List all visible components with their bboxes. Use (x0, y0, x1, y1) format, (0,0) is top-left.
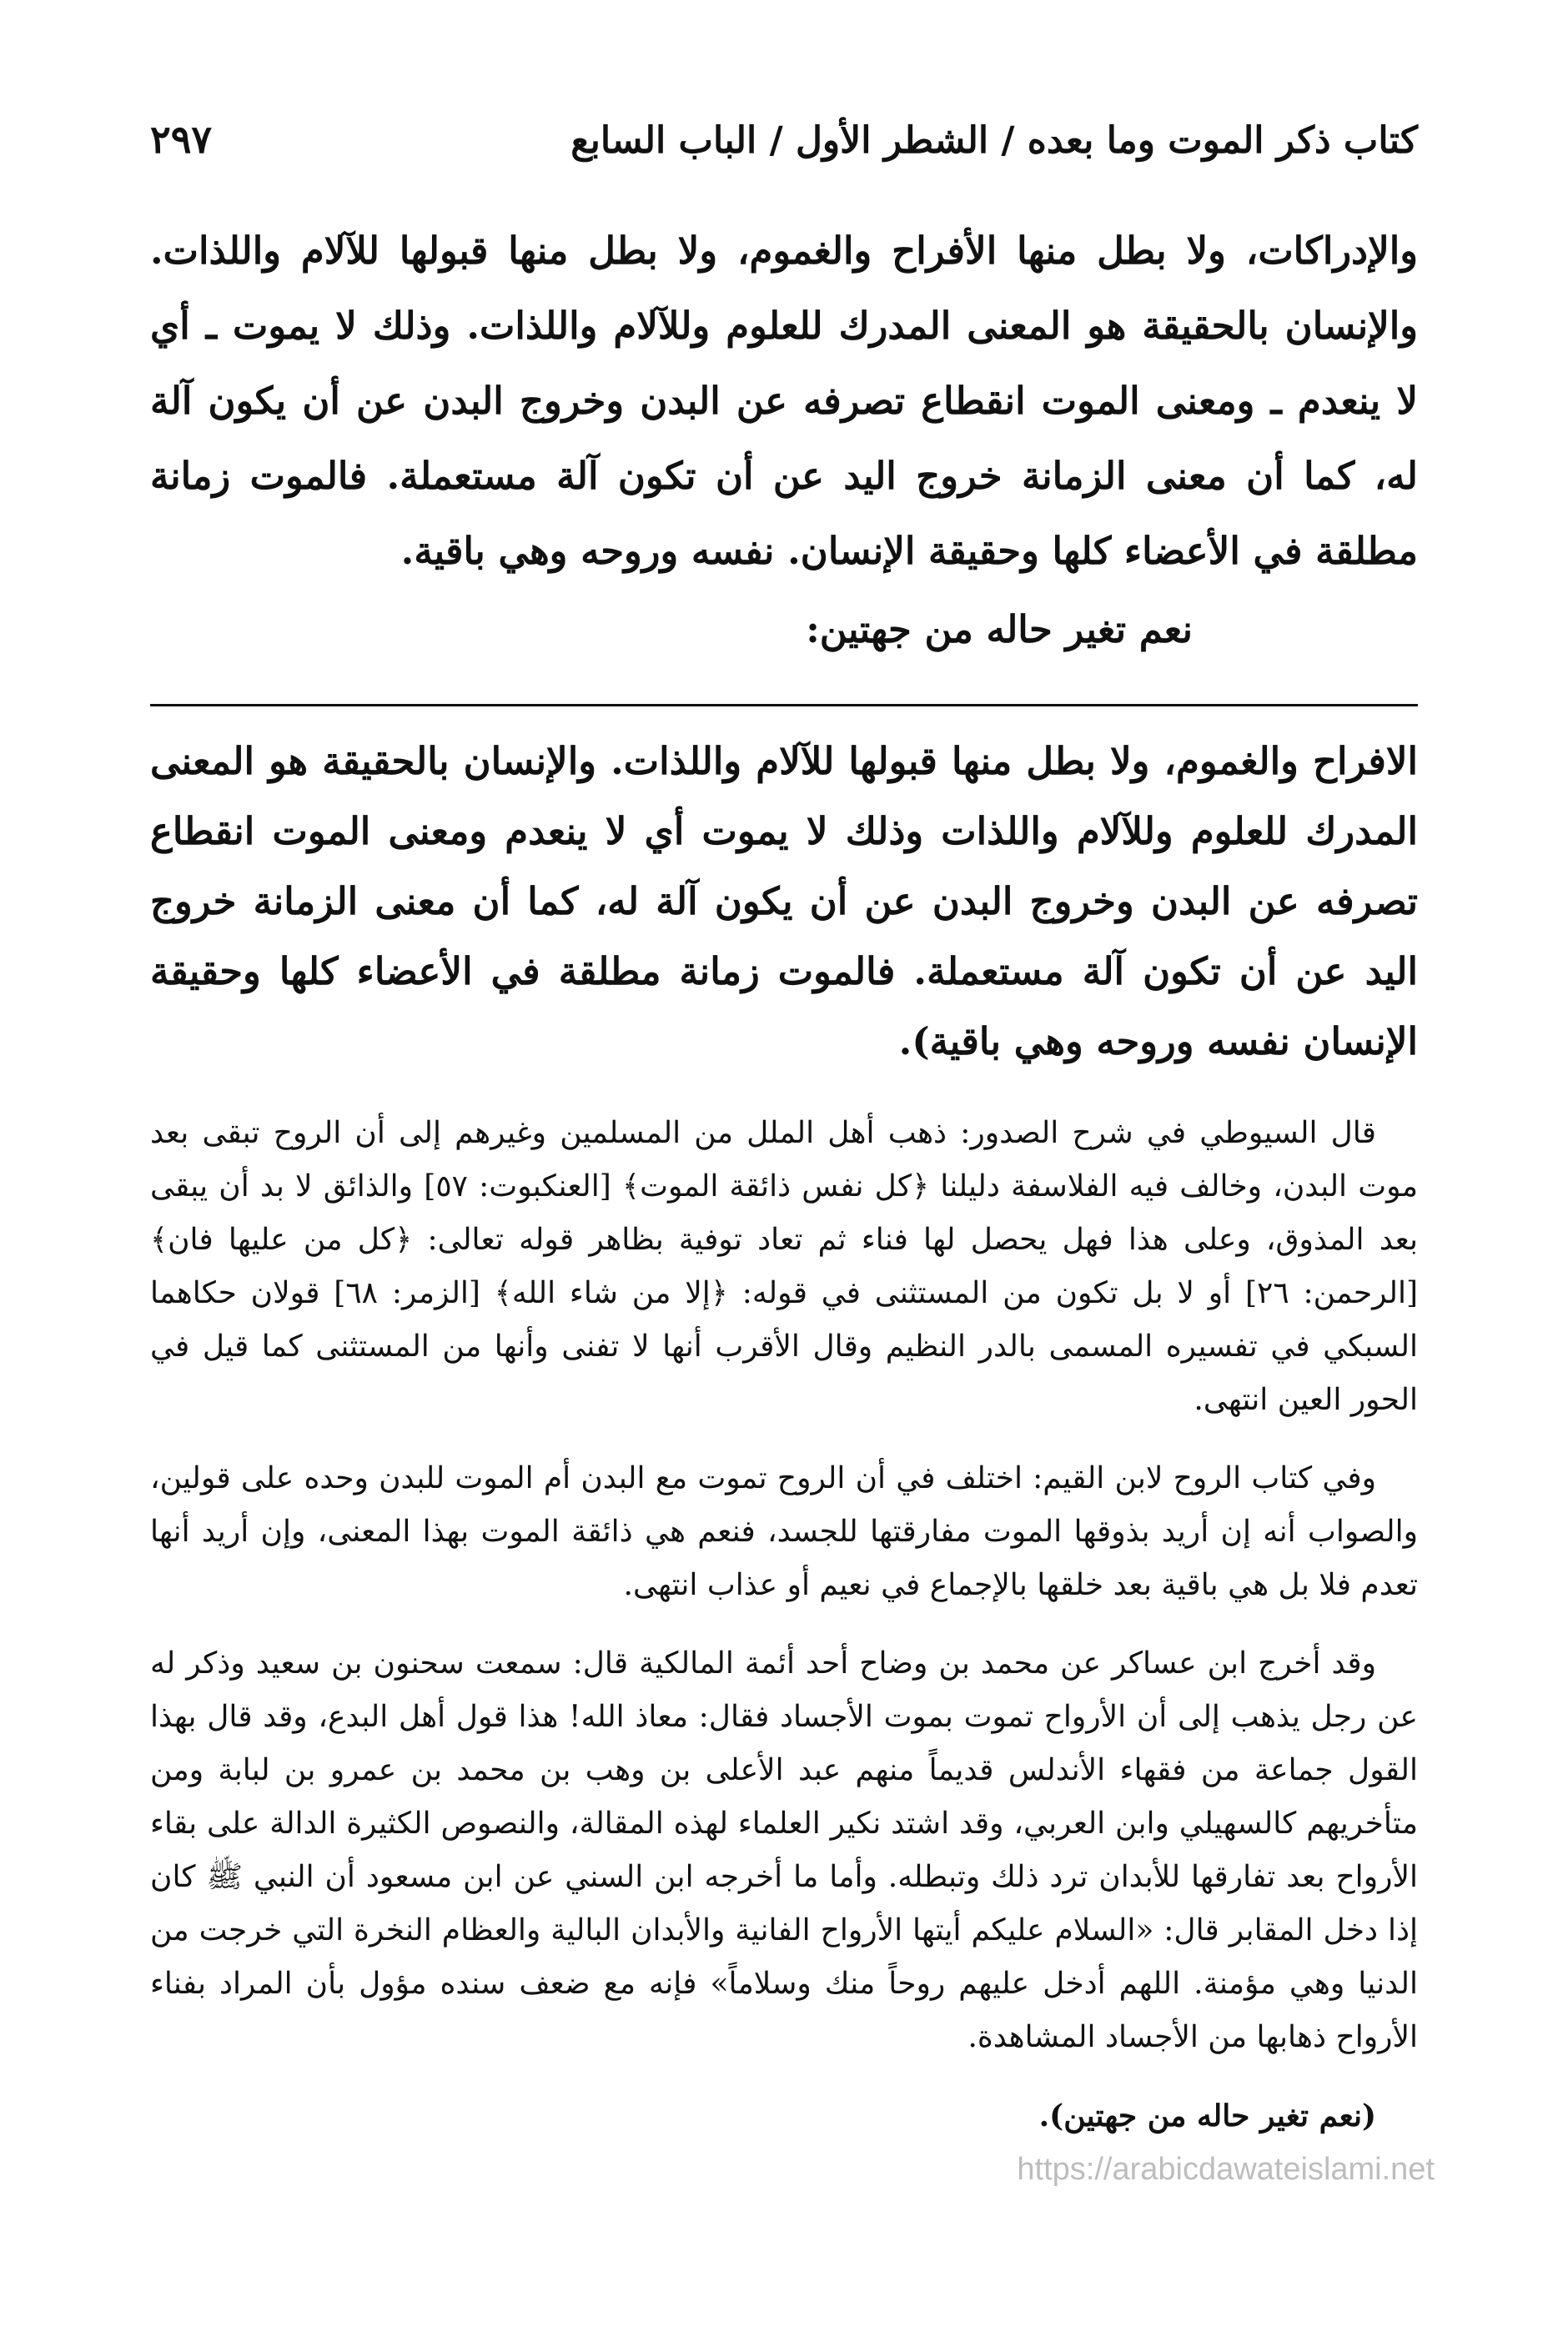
page-number: ٢٩٧ (150, 117, 213, 162)
main-paragraph: والإدراكات، ولا بطل منها الأفراح والغموم، ولا بطل منها قبولها للآلام واللذات. والإنسان بالحقيقة هو المعنى المدرك للعلوم وللآلام واللذات. وذلك لا يموت ـ أي لا ينعدم ـ ومعنى الموت انقطاع تصرفه عن البدن وخروج البدن عن أن يكون آلة له، كما أن معنى الزمانة خروج اليد عن أن تكون آلة مستعملة. فالموت زمانة مطلقة في الأعضاء كلها وحقيقة الإنسان. نفسه وروحه وهي باقية. (150, 229, 1418, 573)
commentary-paragraph: الافراح والغموم، ولا بطل منها قبولها للآلام واللذات. والإنسان بالحقيقة هو المعنى المدرك للعلوم وللآلام واللذات وذلك لا يموت أي لا ينعدم ومعنى الموت انقطاع تصرفه عن البدن وخروج البدن عن أن يكون آلة له، كما أن معنى الزمانة خروج اليد عن أن تكون آلة مستعملة. فالموت زمانة مطلقة في الأعضاء كلها وحقيقة الإنسان نفسه وروحه وهي باقية). (150, 739, 1418, 1063)
note-paragraph-ibn-asakir: وقد أخرج ابن عساكر عن محمد بن وضاح أحد أئمة المالكية قال: سمعت سحنون بن سعيد وذكر له عن رجل يذهب إلى أن الأرواح تموت بموت الأجساد فقال: معاذ الله! هذا قول أهل البدع، وقد قال بهذا القول جماعة من فقهاء الأندلس قديماً منهم عبد الأعلى بن وهب بن محمد بن عمرو بن لبابة ومن متأخريهم كالسهيلي وابن العربي، وقد اشتد نكير العلماء لهذه المقالة، والنصوص الكثيرة الدالة على بقاء الأرواح بعد تفارقها للأبدان ترد ذلك وتبطله. وأما ما أخرجه ابن السني عن ابن مسعود أن النبي ﷺ كان إذا دخل المقابر قال: «السلام عليكم أيتها الأرواح الفانية والأبدان البالية والعظام النخرة التي خرجت من الدنيا وهي مؤمنة. اللهم أدخل عليهم روحاً منك وسلاماً» فإنه مع ضعف سنده مؤول بأن المراد بفناء الأرواح ذهابها من الأجساد المشاهدة. (150, 1646, 1418, 2054)
book-page (150, 100, 1418, 2168)
note-paragraph-ibn-qayyim: وفي كتاب الروح لابن القيم: اختلف في أن الروح تموت مع البدن أم الموت للبدن وحده على قولين، والصواب أنه إن أريد بذوقها الموت مفارقتها للجسد، فنعم هي ذائقة الموت بهذا المعنى، وإن أريد أنها تعدم فلا بل هي باقية بعد خلقها بالإجماع في نعيم أو عذاب انتهى. (150, 1461, 1418, 1602)
main-subheading: نعم تغير حاله من جهتين: (806, 607, 1193, 651)
closing-line: (نعم تغير حاله من جهتين). (1038, 2098, 1376, 2133)
running-title: كتاب ذكر الموت وما بعده / الشطر الأول / الباب السابع (570, 119, 1418, 162)
watermark-url: https://arabicdawateislami.net (1017, 2152, 1435, 2187)
commentary-block (150, 726, 1418, 1077)
main-text (150, 214, 1418, 667)
page-header (150, 117, 1418, 183)
note-paragraph-suyuti: قال السيوطي في شرح الصدور: ذهب أهل الملل من المسلمين وغيرهم إلى أن الروح تبقى بعد موت البدن، وخالف فيه الفلاسفة دليلنا ﴿كل نفس ذائقة الموت﴾ [العنكبوت: ٥٧] والذائق لا بد أن يبقى بعد المذوق، وعلى هذا فهل يحصل لها فناء ثم تعاد توفية بظاهر قوله تعالى: ﴿كل من عليها فان﴾ [الرحمن: ٢٦] أو لا بل تكون من المستثنى في قوله: ﴿إلا من شاء الله﴾ [الزمر: ٦٨] قولان حكاهما السبكي في تفسيره المسمى بالدر النظيم وقال الأقرب أنها لا تفنى وأنها من المستثنى كما قيل في الحور العين انتهى. (150, 1116, 1419, 1417)
section-divider (150, 704, 1418, 706)
notes-block (150, 1107, 1418, 2143)
